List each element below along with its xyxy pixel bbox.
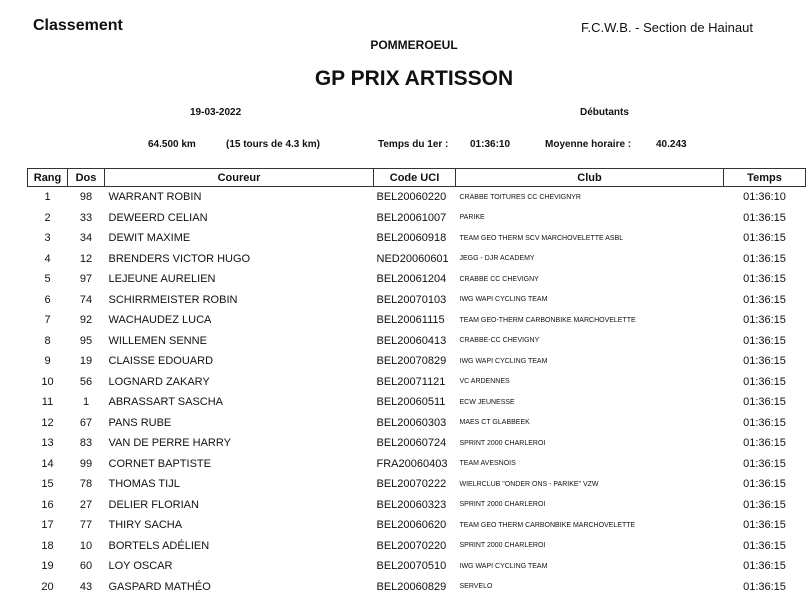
winner-time: 01:36:10 xyxy=(470,139,511,150)
cell-time: 01:36:15 xyxy=(743,314,786,327)
cell-club: ECW JEUNESSE xyxy=(459,398,515,406)
cell-rank: 5 xyxy=(44,273,51,286)
cell-club: TEAM GEO THERM CARBONBIKE MARCHOVELETTE xyxy=(459,521,636,529)
table-row xyxy=(28,433,806,454)
cell-club: CRABBE CC CHEVIGNY xyxy=(459,275,539,283)
page-title: Classement xyxy=(33,17,123,34)
cell-bib: 74 xyxy=(79,293,93,306)
cell-uci-code: BEL20070103 xyxy=(376,293,447,306)
cell-bib: 27 xyxy=(79,498,93,511)
cell-club: SPRINT 2000 CHARLEROI xyxy=(459,542,546,550)
cell-time: 01:36:15 xyxy=(743,498,786,511)
column-header: Dos xyxy=(68,169,105,187)
cell-club: IWG WAPI CYCLING TEAM xyxy=(459,562,548,570)
cell-bib: 99 xyxy=(79,457,93,470)
cell-uci-code: FRA20060403 xyxy=(376,457,448,470)
table-row xyxy=(28,495,806,516)
cell-uci-code: BEL20060620 xyxy=(376,519,447,532)
results-table xyxy=(27,168,806,597)
cell-club: SPRINT 2000 CHARLEROI xyxy=(459,501,546,509)
table-row xyxy=(28,351,806,372)
avg-label: Moyenne horaire : xyxy=(545,139,632,150)
cell-rank: 18 xyxy=(41,539,54,552)
cell-time: 01:36:15 xyxy=(743,539,786,552)
cell-time: 01:36:15 xyxy=(743,293,786,306)
table-row xyxy=(28,392,806,413)
cell-uci-code: BEL20070220 xyxy=(376,539,447,552)
cell-bib: 34 xyxy=(79,232,93,245)
cell-rank: 12 xyxy=(41,416,54,429)
cell-rider: THOMAS TIJL xyxy=(108,478,180,491)
table-row xyxy=(28,577,806,597)
cell-bib: 92 xyxy=(79,314,93,327)
cell-uci-code: BEL20060220 xyxy=(376,191,447,204)
cell-time: 01:36:15 xyxy=(743,355,786,368)
cell-rank: 1 xyxy=(44,191,51,204)
cell-rank: 7 xyxy=(44,314,51,327)
cell-rider: WILLEMEN SENNE xyxy=(108,334,207,347)
cell-uci-code: BEL20061204 xyxy=(376,273,447,286)
city: POMMEROEUL xyxy=(370,38,458,52)
cell-rider: DEWEERD CELIAN xyxy=(108,211,208,224)
cell-club: PARIKE xyxy=(459,214,485,222)
cell-club: VC ARDENNES xyxy=(459,378,510,386)
cell-club: IWG WAPI CYCLING TEAM xyxy=(459,357,548,365)
race-name: GP PRIX ARTISSON xyxy=(314,67,514,90)
cell-time: 01:36:15 xyxy=(743,457,786,470)
table-row xyxy=(28,515,806,536)
column-header: Coureur xyxy=(105,169,374,187)
table-row xyxy=(28,228,806,249)
cell-bib: 67 xyxy=(79,416,93,429)
cell-uci-code: BEL20060303 xyxy=(376,416,447,429)
cell-bib: 56 xyxy=(79,375,93,388)
cell-time: 01:36:15 xyxy=(743,560,786,573)
cell-bib: 78 xyxy=(79,478,93,491)
cell-rank: 2 xyxy=(44,211,51,224)
cell-rank: 3 xyxy=(44,232,51,245)
cell-time: 01:36:15 xyxy=(743,252,786,265)
cell-uci-code: BEL20070510 xyxy=(376,560,447,573)
cell-rank: 10 xyxy=(41,375,54,388)
cell-uci-code: BEL20061115 xyxy=(376,314,445,327)
cell-time: 01:36:15 xyxy=(743,334,786,347)
cell-rider: THIRY SACHA xyxy=(108,519,183,532)
cell-rider: DEWIT MAXIME xyxy=(108,232,191,245)
table-row xyxy=(28,474,806,495)
cell-uci-code: BEL20061007 xyxy=(376,211,447,224)
table-row xyxy=(28,290,806,311)
cell-rank: 14 xyxy=(41,457,54,470)
cell-rider: LOGNARD ZAKARY xyxy=(108,375,210,388)
cell-bib: 83 xyxy=(79,437,93,450)
cell-rider: BRENDERS VICTOR HUGO xyxy=(108,252,251,265)
cell-uci-code: BEL20060413 xyxy=(376,334,447,347)
cell-club: CRABBE-CC CHEVIGNY xyxy=(459,337,540,345)
table-row xyxy=(28,249,806,270)
table-row xyxy=(28,208,806,229)
cell-bib: 77 xyxy=(79,519,93,532)
cell-rider: BORTELS ADÉLIEN xyxy=(108,539,210,552)
cell-uci-code: NED20060601 xyxy=(376,252,449,265)
cell-bib: 1 xyxy=(82,396,90,409)
cell-bib: 19 xyxy=(79,355,93,368)
cell-uci-code: BEL20060323 xyxy=(376,498,447,511)
cell-uci-code: BEL20060511 xyxy=(376,396,446,409)
cell-uci-code: BEL20071121 xyxy=(376,375,446,388)
cell-rank: 9 xyxy=(44,355,51,368)
table-row xyxy=(28,536,806,557)
table-row xyxy=(28,454,806,475)
cell-rank: 16 xyxy=(41,498,54,511)
column-header: Code UCI xyxy=(374,169,456,187)
cell-uci-code: BEL20060829 xyxy=(376,580,447,593)
cell-club: TEAM AVESNOIS xyxy=(459,460,516,468)
cell-time: 01:36:15 xyxy=(743,416,786,429)
cell-club: CRABBE TOITURES CC CHEVIGNYR xyxy=(459,193,581,201)
cell-time: 01:36:15 xyxy=(743,375,786,388)
cell-uci-code: BEL20060724 xyxy=(376,437,447,450)
cell-time: 01:36:15 xyxy=(743,580,786,593)
cell-club: TEAM GEO-THERM CARBONBIKE MARCHOVELETTE xyxy=(459,316,636,324)
cell-rider: WACHAUDEZ LUCA xyxy=(108,314,212,327)
cell-time: 01:36:15 xyxy=(743,478,786,491)
cell-rider: DELIER FLORIAN xyxy=(108,498,199,511)
cell-club: IWG WAPI CYCLING TEAM xyxy=(459,296,548,304)
column-header: Temps xyxy=(724,169,806,187)
cell-rank: 6 xyxy=(44,293,51,306)
table-row xyxy=(28,269,806,290)
table-row xyxy=(28,372,806,393)
cell-rank: 15 xyxy=(41,478,54,491)
cell-bib: 97 xyxy=(79,273,93,286)
cell-uci-code: BEL20070829 xyxy=(376,355,447,368)
cell-rank: 20 xyxy=(41,580,54,593)
table-row xyxy=(28,331,806,352)
cell-rank: 8 xyxy=(44,334,51,347)
cell-club: JEGG - DJR ACADEMY xyxy=(459,255,535,263)
cell-rider: SCHIRRMEISTER ROBIN xyxy=(108,293,238,306)
cell-club: WIELRCLUB "ONDER ONS - PARIKE" VZW xyxy=(459,480,599,488)
cell-bib: 12 xyxy=(79,252,93,265)
cell-bib: 95 xyxy=(79,334,93,347)
cell-rider: GASPARD MATHÉO xyxy=(108,580,211,593)
winner-time-label: Temps du 1er : xyxy=(378,139,449,150)
cell-rider: CLAISSE EDOUARD xyxy=(108,355,214,368)
cell-club: MAES CT GLABBEEK xyxy=(459,419,530,427)
cell-rank: 19 xyxy=(41,560,54,573)
distance: 64.500 km xyxy=(148,139,196,150)
cell-rider: WARRANT ROBIN xyxy=(108,191,202,204)
table-row xyxy=(28,187,806,208)
organization: F.C.W.B. - Section de Hainaut xyxy=(581,20,753,35)
cell-time: 01:36:10 xyxy=(743,191,786,204)
cell-club: SPRINT 2000 CHARLEROI xyxy=(459,439,546,447)
cell-club: SERVELO xyxy=(459,583,493,591)
race-date: 19-03-2022 xyxy=(190,107,242,118)
column-header: Club xyxy=(456,169,724,187)
cell-time: 01:36:15 xyxy=(743,396,786,409)
cell-rank: 11 xyxy=(41,396,54,409)
cell-rider: VAN DE PERRE HARRY xyxy=(108,437,231,450)
cell-time: 01:36:15 xyxy=(743,437,786,450)
cell-time: 01:36:15 xyxy=(743,519,786,532)
cell-rank: 13 xyxy=(41,437,54,450)
cell-bib: 33 xyxy=(79,211,93,224)
cell-rider: LEJEUNE AURELIEN xyxy=(108,273,216,286)
cell-time: 01:36:15 xyxy=(743,232,786,245)
table-row xyxy=(28,413,806,434)
cell-rider: LOY OSCAR xyxy=(108,560,173,573)
cell-rider: PANS RUBE xyxy=(108,416,172,429)
cell-bib: 98 xyxy=(79,191,93,204)
cell-uci-code: BEL20070222 xyxy=(376,478,447,491)
cell-club: TEAM GEO THERM SCV MARCHOVELETTE ASBL xyxy=(459,234,624,242)
cell-bib: 43 xyxy=(79,580,93,593)
laps: (15 tours de 4.3 km) xyxy=(226,139,320,150)
cell-uci-code: BEL20060918 xyxy=(376,232,447,245)
cell-time: 01:36:15 xyxy=(743,273,786,286)
column-header: Rang xyxy=(28,169,68,187)
cell-rank: 17 xyxy=(41,519,54,532)
category: Débutants xyxy=(580,107,629,118)
avg-speed: 40.243 xyxy=(656,139,687,150)
cell-rider: CORNET BAPTISTE xyxy=(108,457,211,470)
cell-rider: ABRASSART SASCHA xyxy=(108,396,224,409)
table-row xyxy=(28,310,806,331)
cell-bib: 10 xyxy=(79,539,93,552)
table-row xyxy=(28,556,806,577)
cell-rank: 4 xyxy=(44,252,51,265)
cell-time: 01:36:15 xyxy=(743,211,786,224)
cell-bib: 60 xyxy=(79,560,93,573)
